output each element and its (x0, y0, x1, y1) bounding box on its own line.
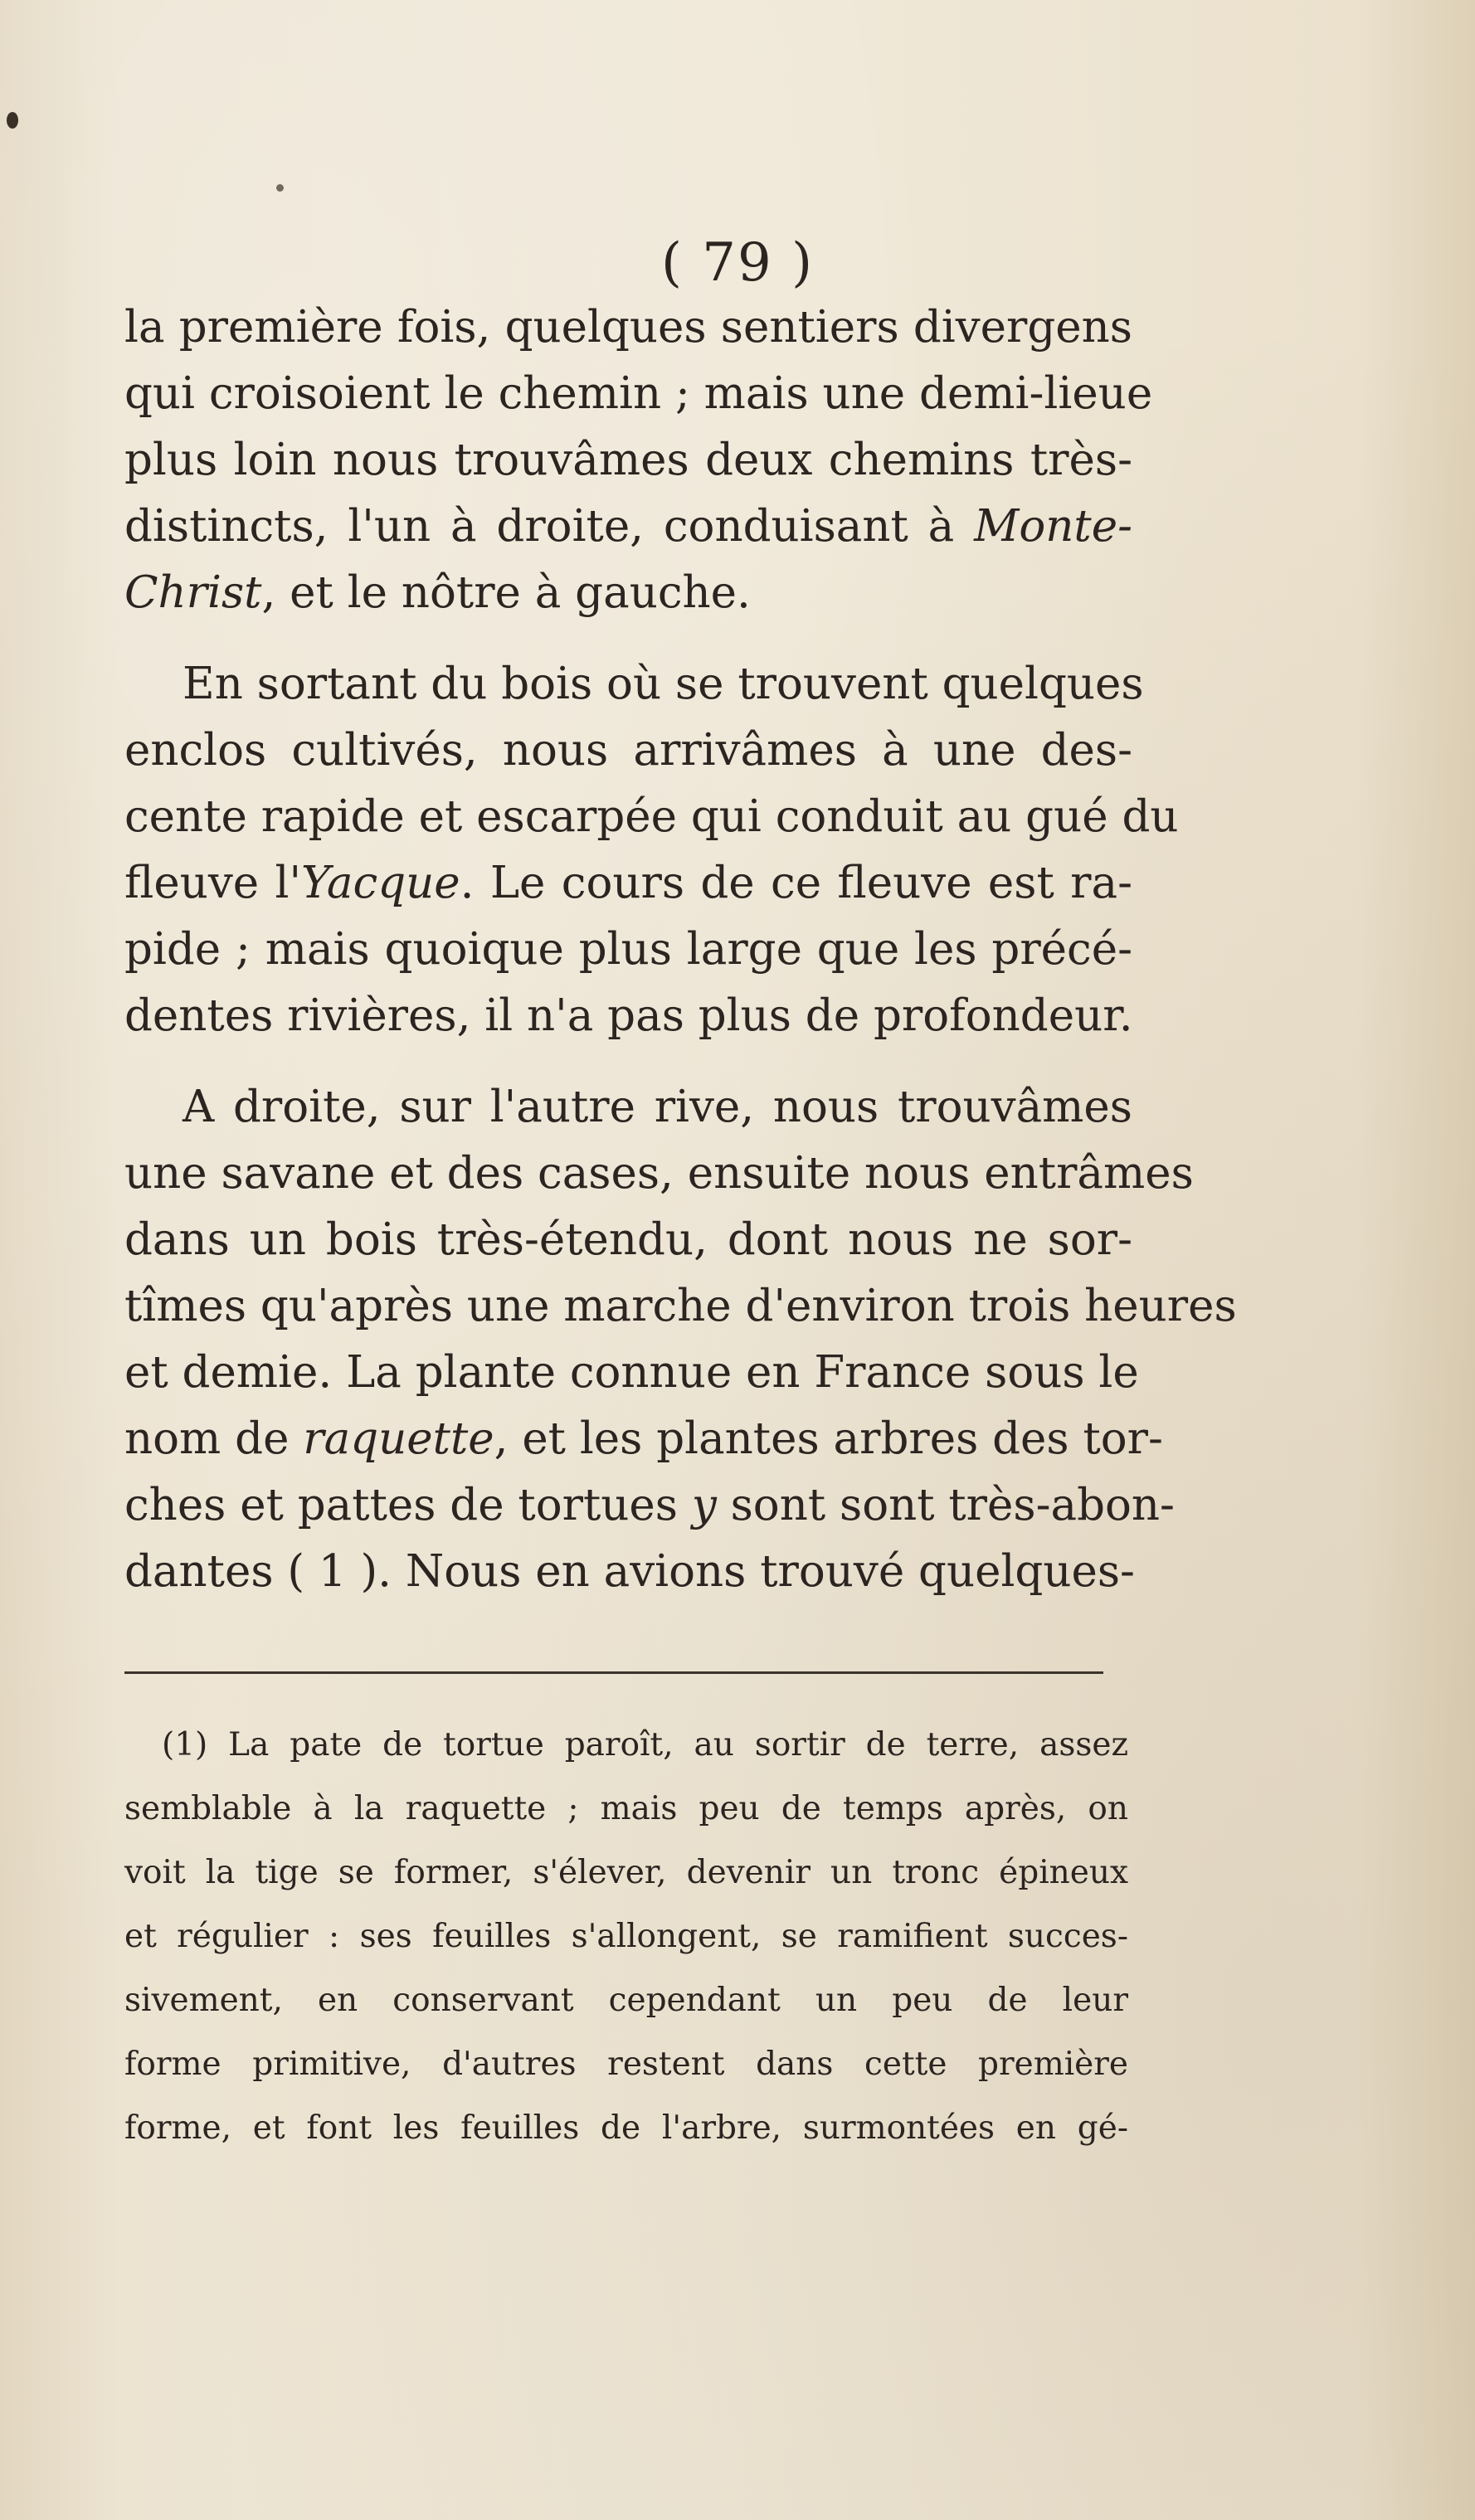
text-line: dans un bois très-étendu, dont nous ne sor- (124, 1214, 1132, 1265)
text-line (124, 850, 1132, 917)
plant-name-italic: raquette (303, 1413, 494, 1464)
ink-spot (7, 112, 18, 129)
text-fragment: nom de (124, 1413, 304, 1464)
text-line: la première fois, quelques sentiers divergens (124, 302, 1132, 353)
footnote-line: (1) La pate de tortue paroît, au sortir de terre, assez (162, 1726, 1128, 1764)
text-line: tîmes qu'après une marche d'environ trois heures (124, 1281, 1237, 1331)
text-line (124, 1406, 1163, 1472)
italic-word: y (691, 1480, 717, 1530)
place-name-italic: Christ (124, 567, 262, 618)
text-fragment: distincts, l'un à droite, conduisant à (124, 501, 975, 552)
footnote (124, 1713, 1128, 2160)
text-line: une savane et des cases, ensuite nous entrâmes (124, 1148, 1194, 1199)
text-fragment: , et les plantes arbres des tor- (494, 1413, 1163, 1464)
page-number: ( 79 ) (660, 232, 815, 294)
text-line (124, 560, 1132, 626)
text-line (124, 1472, 1175, 1539)
text-fragment: sont sont très-abon- (716, 1480, 1175, 1530)
text-fragment: ches et pattes de tortues (124, 1480, 692, 1530)
text-fragment: , et le nôtre à gauche. (261, 567, 751, 618)
text-line: A droite, sur l'autre rive, nous trouvâmes (183, 1082, 1132, 1132)
text-line: pide ; mais quoique plus large que les précé- (124, 924, 1132, 975)
text-line: dantes ( 1 ). Nous en avions trouvé quelques- (124, 1546, 1135, 1597)
text-line: et demie. La plante connue en France sous le (124, 1347, 1139, 1398)
footnote-line: forme, et font les feuilles de l'arbre, surmontées en gé- (124, 2109, 1128, 2147)
footnote-line: voit la tige se former, s'élever, devenir un tronc épineux (124, 1854, 1128, 1891)
footnote-line: semblable à la raquette ; mais peu de temps après, on (124, 1790, 1128, 1827)
footnote-line: sivement, en conservant cependant un peu de leur (124, 1982, 1128, 2019)
river-name-italic: Yacque (301, 858, 460, 908)
text-line: cente rapide et escarpée qui conduit au gué du (124, 791, 1179, 842)
text-line: enclos cultivés, nous arrivâmes à une des- (124, 725, 1132, 776)
text-line: dentes rivières, il n'a pas plus de profondeur. (124, 990, 1133, 1041)
text-line: plus loin nous trouvâmes deux chemins très- (124, 435, 1132, 485)
footnote-line: et régulier : ses feuilles s'allongent, se ramifient succes- (124, 1918, 1128, 1955)
footnote-divider (124, 1671, 1103, 1674)
place-name-italic: Monte- (974, 501, 1132, 552)
text-fragment: fleuve l' (124, 858, 302, 908)
text-line (124, 494, 1132, 560)
main-text (124, 294, 1237, 1605)
text-line: qui croisoient le chemin ; mais une demi-lieue (124, 368, 1153, 419)
footnote-line: forme primitive, d'autres restent dans cette première (124, 2046, 1128, 2083)
ink-spot (276, 184, 284, 192)
text-line: En sortant du bois où se trouvent quelques (183, 659, 1144, 709)
text-fragment: . Le cours de ce fleuve est ra- (460, 858, 1132, 908)
